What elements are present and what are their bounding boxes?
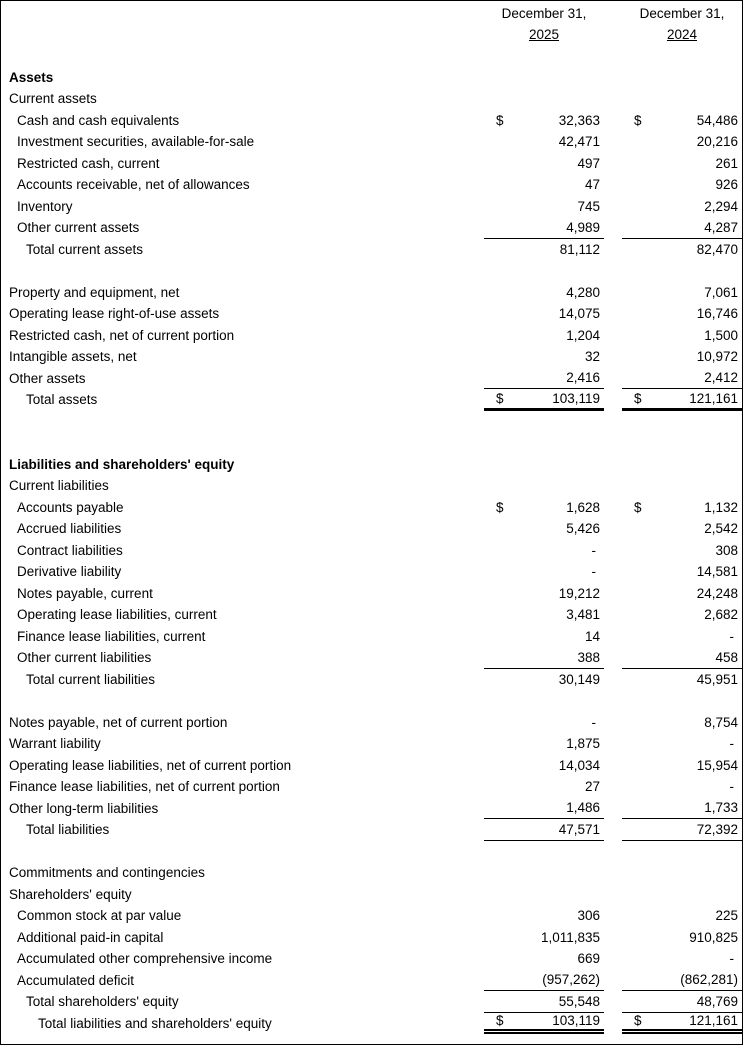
value-cell-2024 — [622, 561, 742, 583]
cell-value: 2,294 — [704, 198, 738, 214]
cell-value: 47,571 — [558, 821, 600, 837]
cell-value: (957,262) — [542, 972, 600, 988]
value-cell-2024 — [622, 67, 742, 89]
row-label: Other assets — [9, 370, 86, 386]
cell-value: 55,548 — [558, 993, 600, 1009]
row-label: Commitments and contingencies — [9, 865, 205, 881]
value-cell-2025 — [484, 927, 604, 949]
row-label: Accumulated deficit — [17, 972, 135, 988]
row-label: Operating lease liabilities, net of current portion — [9, 757, 292, 773]
column-header-2025 — [484, 3, 604, 45]
statement-row — [1, 755, 742, 777]
value-cell-2024 — [622, 282, 742, 304]
cell-value: 7,061 — [704, 284, 738, 300]
row-label: Operating lease liabilities, current — [17, 607, 217, 623]
statement-row — [1, 196, 742, 218]
value-cell-2025 — [484, 712, 604, 734]
statement-row — [1, 217, 742, 239]
statement-row — [1, 153, 742, 175]
cell-value: 308 — [715, 542, 738, 558]
statement-row — [1, 475, 742, 497]
value-cell-2024 — [622, 454, 742, 476]
cell-value: 30,149 — [558, 671, 600, 687]
row-label: Total shareholders' equity — [26, 994, 179, 1010]
value-cell-2024 — [622, 497, 742, 519]
cell-value: 3,481 — [566, 607, 600, 623]
cell-value: 497 — [577, 155, 600, 171]
value-cell-2025 — [484, 776, 604, 798]
cell-value: 1,875 — [566, 736, 600, 752]
statement-row — [1, 389, 742, 411]
cell-value: 16,746 — [696, 306, 738, 322]
cell-value: 1,733 — [704, 800, 738, 816]
statement-row — [1, 604, 742, 626]
statement-row — [1, 1013, 742, 1035]
value-cell-2025 — [484, 153, 604, 175]
row-label: Liabilities and shareholders' equity — [9, 456, 235, 472]
value-cell-2024 — [622, 669, 742, 691]
row-label: Shareholders' equity — [9, 886, 132, 902]
value-cell-2025 — [484, 905, 604, 927]
row-label: Total liabilities and shareholders' equity — [38, 1015, 272, 1031]
statement-row — [1, 346, 742, 368]
value-cell-2024 — [622, 88, 742, 110]
cell-value: - — [729, 951, 734, 967]
value-cell-2025 — [484, 604, 604, 626]
cell-value: (862,281) — [680, 972, 738, 988]
value-cell-2025 — [484, 862, 604, 884]
row-label: Intangible assets, net — [9, 349, 137, 365]
row-label: Accumulated other comprehensive income — [17, 951, 273, 967]
row-label: Additional paid-in capital — [17, 929, 164, 945]
statement-row — [1, 733, 742, 755]
statement-row — [1, 798, 742, 820]
value-cell-2025 — [484, 389, 604, 411]
statement-row — [1, 905, 742, 927]
statement-row — [1, 174, 742, 196]
spacer-row — [1, 841, 742, 863]
row-label: Property and equipment, net — [9, 284, 180, 300]
cell-value: 745 — [577, 198, 600, 214]
value-cell-2025 — [484, 196, 604, 218]
statement-row — [1, 970, 742, 992]
value-cell-2025 — [484, 518, 604, 540]
header-spacer — [1, 3, 484, 45]
cell-value: 32 — [584, 349, 600, 365]
cell-value: 669 — [577, 951, 600, 967]
value-cell-2024 — [622, 733, 742, 755]
row-label: Other current assets — [17, 220, 140, 236]
statement-row — [1, 927, 742, 949]
statement-row — [1, 583, 742, 605]
row-label: Investment securities, available-for-sale — [17, 134, 255, 150]
statement-row — [1, 303, 742, 325]
value-cell-2024 — [622, 776, 742, 798]
value-cell-2024 — [622, 583, 742, 605]
cell-value: 8,754 — [704, 714, 738, 730]
value-cell-2024 — [622, 131, 742, 153]
column-header-date: December 31, — [501, 6, 587, 21]
row-label: Current liabilities — [9, 478, 109, 494]
statement-row — [1, 626, 742, 648]
cell-value: - — [729, 628, 734, 644]
column-header-2024 — [622, 3, 742, 45]
row-label: Common stock at par value — [17, 908, 182, 924]
row-label: Notes payable, current — [17, 585, 153, 601]
value-cell-2024 — [622, 239, 742, 261]
value-cell-2024 — [622, 948, 742, 970]
value-cell-2025 — [484, 174, 604, 196]
cell-value: 20,216 — [696, 134, 738, 150]
value-cell-2025 — [484, 948, 604, 970]
value-cell-2025 — [484, 755, 604, 777]
value-cell-2025 — [484, 475, 604, 497]
value-cell-2024 — [622, 626, 742, 648]
currency-symbol: $ — [634, 112, 642, 128]
cell-value: 1,011,835 — [540, 929, 600, 945]
row-label: Warrant liability — [9, 736, 101, 752]
value-cell-2025 — [484, 561, 604, 583]
currency-symbol: $ — [496, 390, 504, 406]
row-label: Restricted cash, current — [17, 155, 160, 171]
value-cell-2024 — [622, 217, 742, 239]
column-header-year: 2024 — [666, 27, 698, 42]
statement-row — [1, 497, 742, 519]
row-label: Total current assets — [26, 241, 144, 257]
row-label: Accounts payable — [17, 499, 124, 515]
statement-row — [1, 88, 742, 110]
statement-row — [1, 948, 742, 970]
value-cell-2024 — [622, 884, 742, 906]
spacer-row — [1, 690, 742, 712]
value-cell-2024 — [622, 647, 742, 669]
cell-value: 5,426 — [566, 521, 600, 537]
cell-value: 72,392 — [696, 821, 738, 837]
row-label: Cash and cash equivalents — [17, 112, 180, 128]
statement-row — [1, 669, 742, 691]
statement-row — [1, 991, 742, 1013]
statement-row — [1, 776, 742, 798]
statement-body — [1, 45, 742, 1034]
value-cell-2025 — [484, 368, 604, 390]
cell-value: 4,280 — [566, 284, 600, 300]
cell-value: 103,119 — [552, 390, 600, 406]
value-cell-2025 — [484, 991, 604, 1013]
statement-row — [1, 325, 742, 347]
row-label: Total liabilities — [26, 822, 110, 838]
statement-row — [1, 561, 742, 583]
statement-row — [1, 819, 742, 841]
cell-value: 1,500 — [704, 327, 738, 343]
cell-value: 4,287 — [704, 219, 738, 235]
cell-value: 121,161 — [689, 1013, 738, 1029]
value-cell-2024 — [622, 368, 742, 390]
cell-value: 2,416 — [566, 370, 600, 386]
cell-value: 24,248 — [696, 585, 738, 601]
row-label: Contract liabilities — [17, 542, 123, 558]
row-label: Restricted cash, net of current portion — [9, 327, 235, 343]
cell-value: 14,075 — [558, 306, 600, 322]
statement-row — [1, 282, 742, 304]
row-label: Accounts receivable, net of allowances — [17, 177, 250, 193]
value-cell-2024 — [622, 110, 742, 132]
value-cell-2025 — [484, 733, 604, 755]
row-label: Total assets — [26, 392, 98, 408]
value-cell-2024 — [622, 540, 742, 562]
cell-value: 121,161 — [689, 390, 738, 406]
cell-value: 926 — [715, 177, 738, 193]
row-label: Current assets — [9, 91, 97, 107]
cell-value: 4,989 — [566, 219, 600, 235]
spacer-row — [1, 411, 742, 433]
value-cell-2024 — [622, 862, 742, 884]
cell-value: - — [591, 564, 596, 580]
value-cell-2025 — [484, 217, 604, 239]
cell-value: 261 — [715, 155, 738, 171]
value-cell-2025 — [484, 1013, 604, 1035]
value-cell-2025 — [484, 647, 604, 669]
value-cell-2025 — [484, 497, 604, 519]
cell-value: 14,581 — [696, 564, 738, 580]
cell-value: 82,470 — [696, 241, 738, 257]
row-label: Finance lease liabilities, net of current portion — [9, 779, 280, 795]
statement-row — [1, 540, 742, 562]
row-label: Inventory — [17, 198, 73, 214]
value-cell-2024 — [622, 1013, 742, 1035]
cell-value: - — [591, 542, 596, 558]
value-cell-2025 — [484, 884, 604, 906]
value-cell-2024 — [622, 346, 742, 368]
value-cell-2024 — [622, 325, 742, 347]
row-label: Assets — [9, 69, 54, 85]
cell-value: 45,951 — [696, 671, 738, 687]
row-label: Operating lease right-of-use assets — [9, 306, 220, 322]
statement-row — [1, 862, 742, 884]
value-cell-2024 — [622, 905, 742, 927]
cell-value: 388 — [577, 649, 600, 665]
cell-value: 27 — [584, 779, 600, 795]
balance-sheet — [1, 1, 742, 1034]
value-cell-2024 — [622, 303, 742, 325]
cell-value: 458 — [715, 649, 738, 665]
cell-value: 48,769 — [696, 993, 738, 1009]
statement-row — [1, 518, 742, 540]
cell-value: - — [729, 779, 734, 795]
currency-symbol: $ — [634, 390, 642, 406]
value-cell-2024 — [622, 970, 742, 992]
value-cell-2025 — [484, 819, 604, 841]
row-label: Other long-term liabilities — [9, 800, 159, 816]
cell-value: 10,972 — [696, 349, 738, 365]
cell-value: 225 — [715, 908, 738, 924]
value-cell-2024 — [622, 604, 742, 626]
currency-symbol: $ — [634, 499, 642, 515]
statement-row — [1, 239, 742, 261]
statement-row — [1, 454, 742, 476]
cell-value: - — [729, 736, 734, 752]
value-cell-2024 — [622, 153, 742, 175]
column-headers — [1, 3, 742, 45]
cell-value: - — [591, 714, 596, 730]
statement-row — [1, 712, 742, 734]
value-cell-2025 — [484, 454, 604, 476]
row-label: Finance lease liabilities, current — [17, 628, 206, 644]
row-label: Total current liabilities — [26, 671, 156, 687]
value-cell-2025 — [484, 798, 604, 820]
cell-value: 2,542 — [704, 521, 738, 537]
value-cell-2025 — [484, 282, 604, 304]
value-cell-2024 — [622, 389, 742, 411]
value-cell-2024 — [622, 174, 742, 196]
value-cell-2024 — [622, 991, 742, 1013]
value-cell-2024 — [622, 518, 742, 540]
cell-value: 1,628 — [566, 499, 600, 515]
cell-value: 1,204 — [566, 327, 600, 343]
cell-value: 32,363 — [558, 112, 600, 128]
statement-row — [1, 110, 742, 132]
statement-row — [1, 884, 742, 906]
cell-value: 81,112 — [559, 241, 600, 257]
spacer-row — [1, 260, 742, 282]
cell-value: 306 — [577, 908, 600, 924]
value-cell-2025 — [484, 626, 604, 648]
row-label: Derivative liability — [17, 564, 122, 580]
cell-value: 1,486 — [566, 800, 600, 816]
value-cell-2025 — [484, 325, 604, 347]
cell-value: 54,486 — [696, 112, 738, 128]
cell-value: 1,132 — [704, 499, 738, 515]
value-cell-2025 — [484, 669, 604, 691]
cell-value: 103,119 — [552, 1013, 600, 1029]
column-header-year: 2025 — [528, 27, 560, 42]
currency-symbol: $ — [496, 499, 504, 515]
cell-value: 2,682 — [704, 607, 738, 623]
cell-value: 910,825 — [689, 929, 738, 945]
cell-value: 2,412 — [704, 370, 738, 386]
value-cell-2024 — [622, 475, 742, 497]
statement-row — [1, 67, 742, 89]
value-cell-2024 — [622, 819, 742, 841]
statement-row — [1, 368, 742, 390]
value-cell-2025 — [484, 346, 604, 368]
value-cell-2025 — [484, 88, 604, 110]
value-cell-2025 — [484, 67, 604, 89]
value-cell-2025 — [484, 970, 604, 992]
spacer-row — [1, 432, 742, 454]
row-label: Other current liabilities — [17, 650, 152, 666]
statement-row — [1, 131, 742, 153]
value-cell-2025 — [484, 303, 604, 325]
cell-value: 15,954 — [696, 757, 738, 773]
column-header-date: December 31, — [639, 6, 725, 21]
cell-value: 14 — [584, 628, 600, 644]
value-cell-2025 — [484, 110, 604, 132]
cell-value: 19,212 — [558, 585, 600, 601]
cell-value: 47 — [584, 177, 600, 193]
cell-value: 42,471 — [558, 134, 600, 150]
currency-symbol: $ — [496, 1013, 504, 1029]
value-cell-2025 — [484, 540, 604, 562]
spacer-row — [1, 45, 742, 67]
value-cell-2024 — [622, 196, 742, 218]
row-label: Notes payable, net of current portion — [9, 714, 228, 730]
statement-row — [1, 647, 742, 669]
value-cell-2024 — [622, 712, 742, 734]
value-cell-2024 — [622, 798, 742, 820]
value-cell-2025 — [484, 131, 604, 153]
currency-symbol: $ — [496, 112, 504, 128]
value-cell-2025 — [484, 239, 604, 261]
value-cell-2024 — [622, 927, 742, 949]
cell-value: 14,034 — [558, 757, 600, 773]
currency-symbol: $ — [634, 1013, 642, 1029]
value-cell-2024 — [622, 755, 742, 777]
row-label: Accrued liabilities — [17, 521, 122, 537]
value-cell-2025 — [484, 583, 604, 605]
